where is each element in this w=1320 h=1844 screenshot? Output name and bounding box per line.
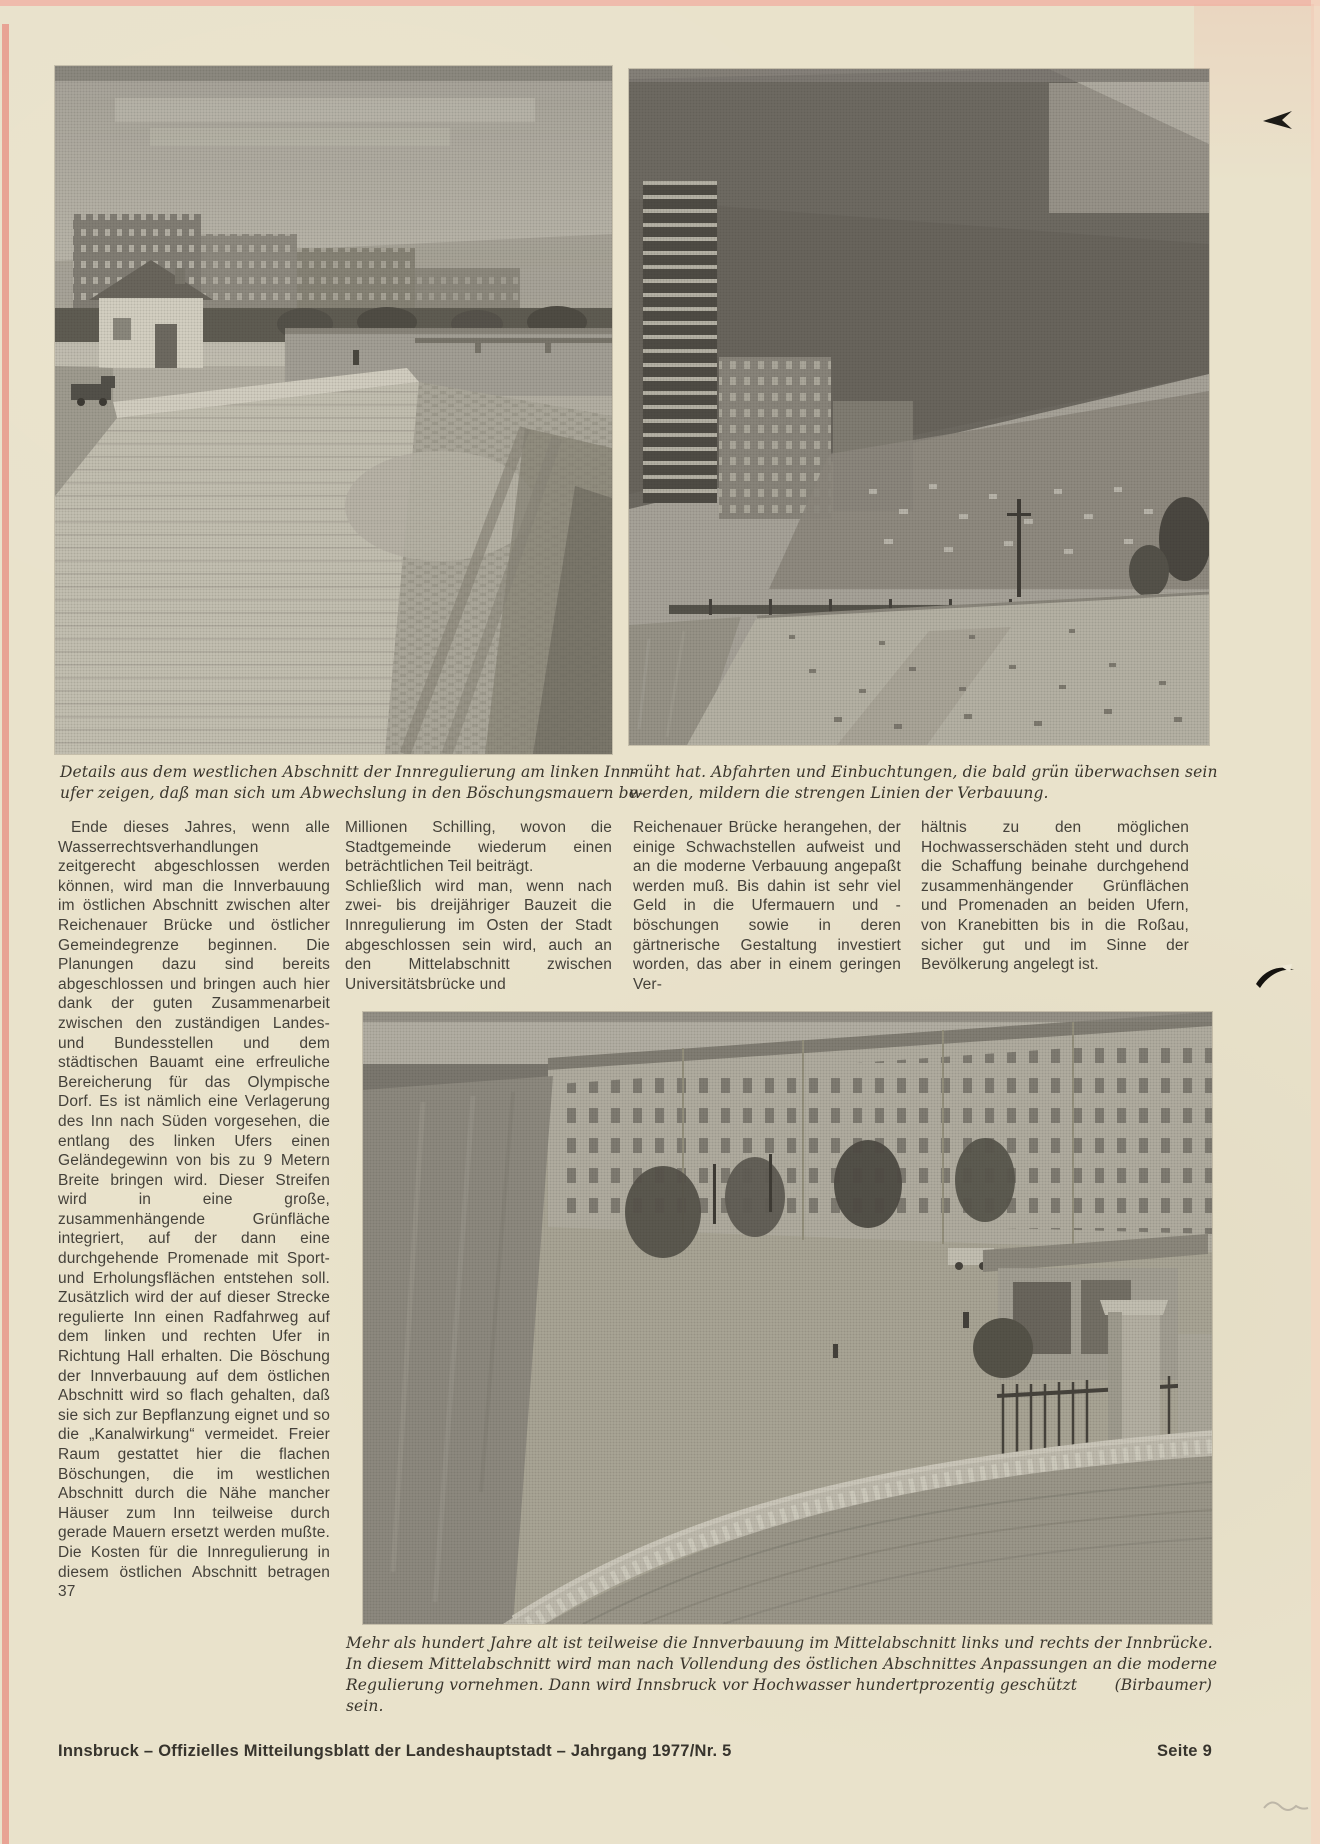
footer-imprint: Innsbruck – Offizielles Mitteilungsblatt der Landeshauptstadt – Jahrgang 1977/Nr. 5 [58,1742,732,1760]
scan-corner-tint [1194,4,1314,184]
page-number: Seite 9 [1157,1742,1212,1760]
caption-line: Mehr als hundert Jahre alt ist teilweise die Innverbauung im Mittelabschnitt links und rechts der Innbrücke. [346,1634,1213,1652]
photo-west-embankment-wall [55,66,612,754]
photo-middle-section-quay [363,1012,1212,1624]
caption-byline: (Birbaumer) [1114,1676,1212,1694]
paragraph: Reichenauer Brücke herangehen, der einige Schwachstellen aufweist und an die moderne Verbauung angepaßt werden muß. Bis dahin ist sehr viel Geld in die Ufermauern und -böschungen sowie in deren gärtnerische Gestaltung investiert worden, das aber in einem geringen Ver- [633,819,901,993]
caption-line: Details aus dem westlichen Abschnitt der Innregulierung am linken Inn- [60,763,636,781]
pencil-squiggle-mark [1262,1796,1310,1818]
photo-west-embankment-wall-svg [55,66,612,754]
caption-line: Regulierung vornehmen. Dann wird Innsbruck vor Hochwasser hundertprozentig geschützt sein. [346,1676,1078,1715]
article-column-3 [633,818,901,1008]
paragraph: Schließlich wird man, wenn nach zwei- bis dreijähriger Bauzeit die Innregulierung im Osten der Stadt abgeschlossen sein wird, auch an den Mittelabschnitt zwischen Universitätsbrücke und [345,877,612,993]
caption-bottom [346,1633,1218,1717]
article-column-4 [921,818,1189,1008]
article-column-2 [345,818,612,1008]
caption-top-right [629,762,1218,804]
caption-line: ufer zeigen, daß man sich um Abwechslung in den Böschungsmauern be- [60,784,644,802]
caption-line: müht hat. Abfahrten und Einbuchtungen, die bald grün überwachsen sein [629,763,1218,781]
caption-line: werden, mildern die strengen Linien der Verbauung. [629,784,1049,802]
caption-line: In diesem Mittelabschnitt wird man nach Vollendung des östlichen Abschnittes Anpassungen an die moderne [346,1655,1218,1673]
photo-middle-section-quay-svg [363,1012,1212,1624]
handwritten-arrow-left-icon [1258,108,1294,132]
page-footer [58,1742,1212,1761]
scan-edge-top [0,0,1320,6]
caption-line-with-byline [346,1675,1212,1717]
paragraph: Ende dieses Jahres, wenn alle Wasserrechtsverhandlungen zeitgerecht abgeschlossen werden können, wird man die Innverbauung im östlichen Abschnitt zwischen alter Reichenauer Brücke und östlicher Gemeindegrenze beginnen. Die Planungen dazu sind bereits abgeschlossen und bringen auch hier dank der guten Zusammenarbeit zwischen den zuständigen Landes- und Bundesstellen und dem städtischen Bauamt eine erfreuliche Bereicherung für das Olympische Dorf. Es ist nämlich eine Verlagerung des Inn nach Süden vorgesehen, die entlang des linken Ufers einen Geländegewinn von bis zu 9 Metern Breite bringen wird. Dieser Streifen wird in eine große, zusammenhängende Grünfläche integriert, auf der dann eine durchgehende Promenade mit Sport- und Erholungsflächen entstehen soll. Zusätzlich wird der auf dieser Strecke regulierte Inn einen Radfahrweg auf dem linken und rechten Ufer in Richtung Hall erhalten. Die Böschung der Innverbauung auf dem östlichen Abschnitt wird so flach gehalten, daß sie sich zur Bepflanzung eignet und so die „Kanalwirkung“ vermeidet. Freier Raum gestattet hier die flachen Böschungen, die im westlichen Abschnitt durch die Nähe mancher Häuser zum Inn teilweise durch gerade Mauern ersetzt werden mußte. Die Kosten für die Innregulierung in diesem östlichen Abschnitt betragen 37 [58,819,330,1601]
handwritten-swoosh-mark-icon [1254,962,1296,992]
scan-edge-left [2,24,9,1844]
photo-east-embankment-slope-svg [629,69,1209,745]
scan-edge-right [1311,0,1320,1844]
paragraph: hältnis zu den möglichen Hochwasserschäden steht und durch die Schaffung beinahe durchgehend zusammenhängender Grünflächen und Promenaden an beiden Ufern, von Kranebitten bis in die Roßau, sicher gut und im Sinne der Bevölkerung angelegt ist. [921,819,1189,974]
paragraph: Millionen Schilling, wovon die Stadtgemeinde wiederum einen beträchtlichen Teil beiträgt. [345,819,612,876]
caption-top-left [60,762,644,804]
article-column-1 [58,818,330,1698]
photo-east-embankment-slope [629,69,1209,745]
